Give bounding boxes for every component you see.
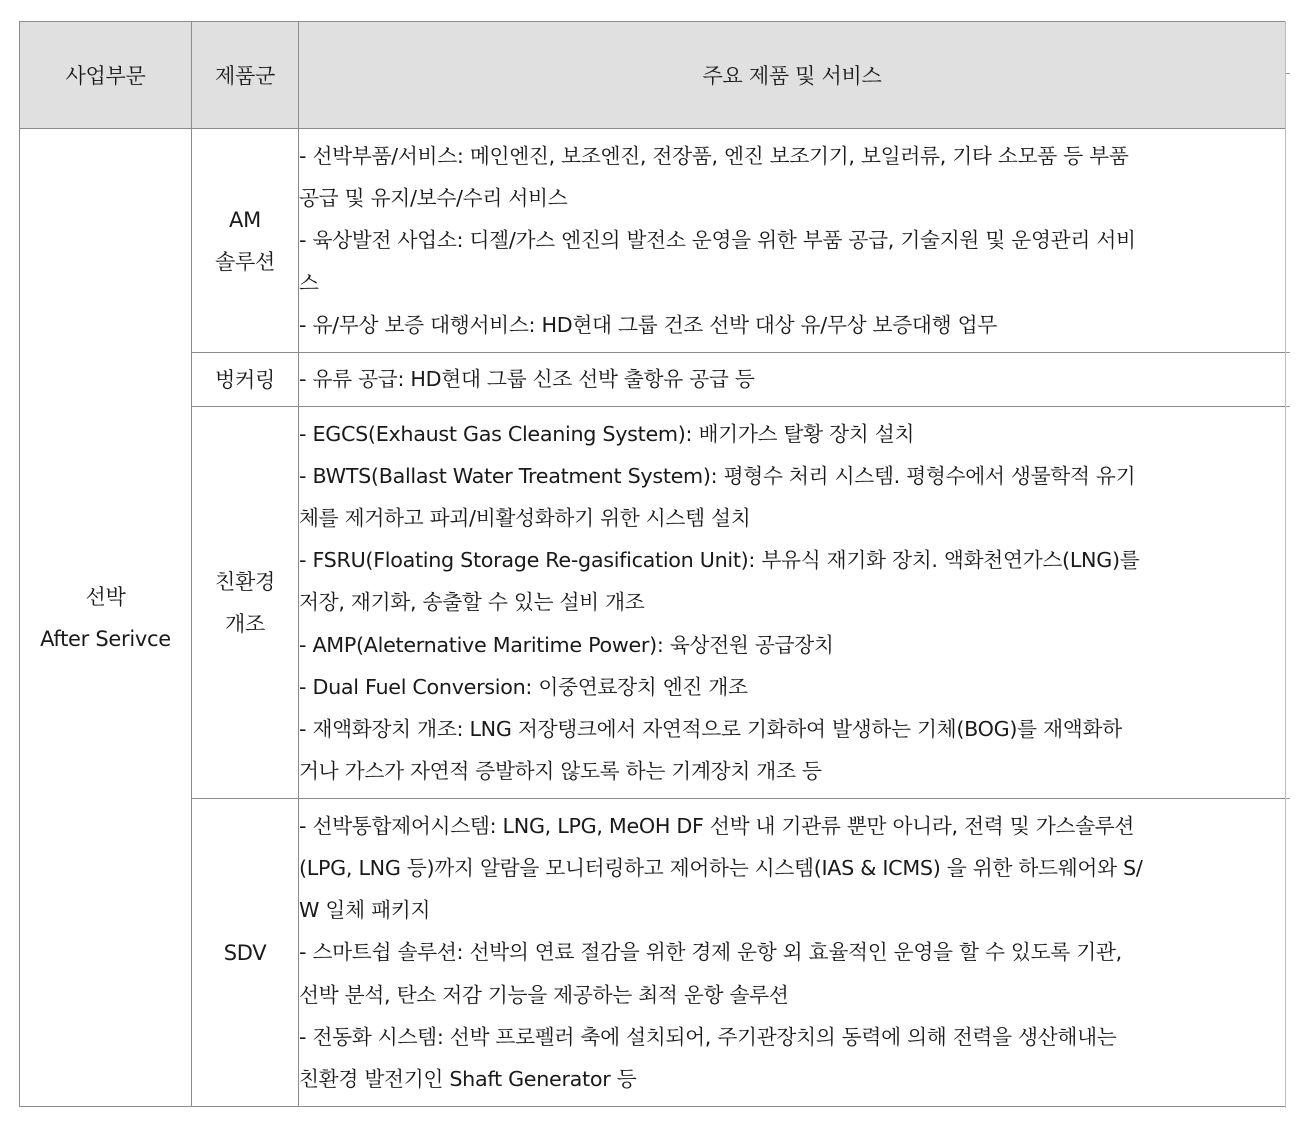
- description-line: 친환경 발전기인 Shaft Generator 등: [299, 1067, 637, 1091]
- description-line: - Dual Fuel Conversion: 이중연료장치 엔진 개조: [299, 674, 748, 699]
- page-edge-divider: [1285, 21, 1290, 1108]
- description-line: (LPG, LNG 등)까지 알람을 모니터링하고 제어하는 시스템(IAS & ICMS) 을 위한 하드웨어와 S/: [299, 855, 1143, 880]
- header-product-group: 제품군: [192, 22, 299, 129]
- edge-tick: [1286, 406, 1290, 407]
- edge-tick: [1286, 798, 1290, 799]
- description-line: - 유/무상 보증 대행서비스: HD현대 그룹 건조 선박 대상 유/무상 보증대행 업무: [299, 312, 997, 337]
- description-line: - 육상발전 사업소: 디젤/가스 엔진의 발전소 운영을 위한 부품 공급, 기술지원 및 운영관리 서비: [299, 228, 1136, 253]
- description-line: - 스마트쉽 솔루션: 선박의 연료 절감을 위한 경제 운항 외 효율적인 운영을 할 수 있도록 기관,: [299, 940, 1122, 965]
- table-row: [20, 799, 1286, 1107]
- description-line: - EGCS(Exhaust Gas Cleaning System): 배기가스 탈황 장치 설치: [299, 421, 915, 446]
- description-line: - 선박통합제어시스템: LNG, LPG, MeOH DF 선박 내 기관류 뿐만 아니라, 전력 및 가스솔루션: [299, 813, 1135, 838]
- table-row: [20, 129, 1286, 353]
- product-group-sdv: SDV: [192, 799, 299, 1107]
- table-row: [20, 353, 1286, 407]
- description-line: - FSRU(Floating Storage Re-gasification Unit): 부유식 재기화 장치. 액화천연가스(LNG)를: [299, 548, 1140, 573]
- description-eco-retrofit: [299, 407, 1286, 799]
- header-segment: 사업부문: [20, 22, 192, 129]
- description-am-solution: [299, 129, 1286, 353]
- table-header-row: [20, 22, 1286, 129]
- segment-name: 선박: [85, 584, 126, 609]
- description-line: W 일체 패키지: [299, 898, 431, 923]
- segment-cell: [20, 129, 192, 1107]
- description-bunkering: [299, 353, 1286, 407]
- description-line: - AMP(Aleternative Maritime Power): 육상전원 공급장치: [299, 632, 834, 657]
- description-line: - 전동화 시스템: 선박 프로펠러 축에 설치되어, 주기관장치의 동력에 의해 전력을 생산해내는: [299, 1024, 1117, 1049]
- product-group-eco-retrofit: 친환경 개조: [192, 407, 299, 799]
- header-main-products: 주요 제품 및 서비스: [299, 22, 1286, 129]
- description-sdv: [299, 799, 1286, 1107]
- edge-tick: [1286, 73, 1290, 74]
- description-line: 스: [299, 270, 319, 295]
- table-row: [20, 407, 1286, 799]
- business-segment-table: [19, 21, 1286, 1107]
- product-group-bunkering: 벙커링: [192, 353, 299, 407]
- description-line: 체를 제거하고 파괴/비활성화하기 위한 시스템 설치: [299, 505, 751, 530]
- description-line: 저장, 재기화, 송출할 수 있는 설비 개조: [299, 590, 645, 615]
- description-line: 공급 및 유지/보수/수리 서비스: [299, 186, 568, 211]
- description-line: - 유류 공급: HD현대 그룹 신조 선박 출항유 공급 등: [299, 367, 755, 392]
- description-line: - 재액화장치 개조: LNG 저장탱크에서 자연적으로 기화하여 발생하는 기체(BOG)를 재액화하: [299, 717, 1122, 741]
- product-group-am-solution: AM 솔루션: [192, 129, 299, 353]
- description-line: - 선박부품/서비스: 메인엔진, 보조엔진, 전장품, 엔진 보조기기, 보일러류, 기타 소모품 등 부품: [299, 143, 1129, 168]
- description-line: 거나 가스가 자연적 증발하지 않도록 하는 기계장치 개조 등: [299, 759, 822, 784]
- description-line: - BWTS(Ballast Water Treatment System): 평형수 처리 시스템. 평형수에서 생물학적 유기: [299, 463, 1136, 488]
- segment-name-english: After Serivce: [40, 626, 171, 651]
- description-line: 선박 분석, 탄소 저감 기능을 제공하는 최적 운항 솔루션: [299, 982, 789, 1007]
- edge-tick: [1286, 352, 1290, 353]
